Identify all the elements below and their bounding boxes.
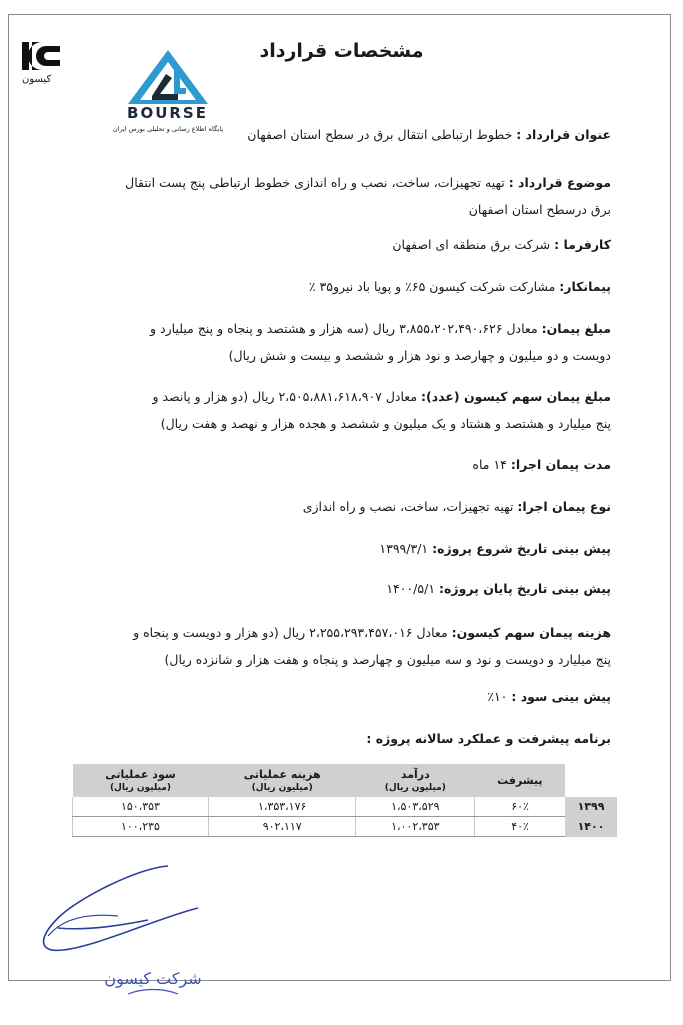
table-header-cost bbox=[208, 764, 356, 797]
profit-value: ۱۰٪ bbox=[487, 689, 508, 704]
header-revenue-unit: (میلیون ریال) bbox=[384, 783, 446, 793]
row-progress: ۶۰٪ bbox=[475, 797, 565, 817]
amount-line bbox=[71, 316, 611, 342]
header-profit-label: سود عملیاتی bbox=[105, 768, 176, 781]
row-profit: ۱۰۰،۲۳۵ bbox=[73, 817, 209, 837]
contractor-label: پیمانکار: bbox=[559, 279, 611, 294]
contractor-value: مشارکت شرکت کیسون ۶۵٪ و پویا باد نیرو۳۵ ٪ bbox=[308, 279, 556, 294]
contract-title-value: خطوط ارتباطی انتقال برق در سطح استان اصفهان bbox=[247, 127, 513, 142]
contract-title-label: عنوان قرارداد : bbox=[516, 127, 611, 142]
subject-label: موضوع قرارداد : bbox=[508, 175, 611, 190]
header-revenue-label: درآمد bbox=[400, 768, 430, 781]
performance-table bbox=[72, 764, 617, 837]
amount-label: مبلغ پیمان: bbox=[541, 321, 611, 336]
cost-line bbox=[71, 620, 611, 646]
share-value-2: پنج میلیارد و هشتصد و هشتاد و یک میلیون و ششصد و هجده هزار و نهصد و هفت ریال) bbox=[160, 416, 611, 431]
subject-value-2: برق درسطح استان اصفهان bbox=[468, 202, 611, 217]
header-profit-unit: (میلیون ریال) bbox=[109, 783, 171, 793]
type-line bbox=[71, 494, 611, 520]
bourse-logo-word: BOURSE bbox=[127, 104, 208, 122]
end-label: پیش بینی تاریخ پایان پروژه: bbox=[439, 581, 611, 596]
table-header-profit bbox=[73, 764, 209, 797]
header-cost-unit: (میلیون ریال) bbox=[251, 783, 313, 793]
cost-value-2: پنج میلیارد و دویست و نود و سه میلیون و چهارصد و پنجاه و هفت هزار و شانزده ریال) bbox=[164, 652, 611, 667]
subject-value-1: تهیه تجهیزات، ساخت، نصب و راه اندازی خطوط ارتباطی پنج پست انتقال bbox=[125, 175, 505, 190]
end-value: ۱۴۰۰/۵/۱ bbox=[386, 581, 436, 596]
employer-line bbox=[71, 232, 611, 258]
row-revenue: ۱،۰۰۲،۳۵۳ bbox=[356, 817, 475, 837]
row-cost: ۱،۳۵۳،۱۷۶ bbox=[208, 797, 356, 817]
row-year: ۱۳۹۹ bbox=[565, 797, 617, 817]
start-label: پیش بینی تاریخ شروع پروژه: bbox=[432, 541, 611, 556]
row-progress: ۴۰٪ bbox=[475, 817, 565, 837]
profit-line bbox=[71, 684, 611, 710]
type-label: نوع پیمان اجرا: bbox=[517, 499, 611, 514]
row-year: ۱۴۰۰ bbox=[565, 817, 617, 837]
amount-value-1: معادل ۳،۸۵۵،۲۰۲،۴۹۰،۶۲۶ ریال (سه هزار و هشتصد و پنجاه و پنج میلیارد و bbox=[150, 321, 538, 336]
cost-value-1: معادل ۲،۲۵۵،۲۹۳،۴۵۷،۰۱۶ ریال (دو هزار و دویست و پنجاه و bbox=[133, 625, 448, 640]
table-row bbox=[73, 817, 618, 837]
amount-value-2: دویست و دو میلیون و چهارصد و نود هزار و ششصد و بیست و شش ریال) bbox=[228, 348, 611, 363]
table-row bbox=[73, 797, 618, 817]
header-progress-label: پیشرفت bbox=[497, 774, 543, 787]
kc-logo-text: کیسون bbox=[22, 74, 52, 85]
table-header-revenue bbox=[356, 764, 475, 797]
type-value: تهیه تجهیزات، ساخت، نصب و راه اندازی bbox=[302, 499, 514, 514]
bourse-logo-tagline: پایگاه اطلاع رسانی و تحلیلی بورس ایران bbox=[112, 125, 224, 133]
program-label: برنامه پیشرفت و عملکرد سالانه پروژه : bbox=[366, 731, 611, 746]
row-profit: ۱۵۰،۳۵۳ bbox=[73, 797, 209, 817]
contractor-line bbox=[71, 274, 611, 300]
row-cost: ۹۰۲،۱۱۷ bbox=[208, 817, 356, 837]
page-title: مشخصات قرارداد bbox=[259, 40, 424, 62]
signature-icon bbox=[18, 858, 218, 958]
share-label: مبلغ پیمان سهم کیسون (عدد): bbox=[421, 389, 611, 404]
cost-label: هزینه پیمان سهم کیسون: bbox=[451, 625, 611, 640]
company-stamp-icon bbox=[104, 950, 202, 1010]
table-header-blank bbox=[565, 764, 617, 797]
duration-label: مدت پیمان اجرا: bbox=[510, 457, 611, 472]
duration-value: ۱۴ ماه bbox=[472, 457, 507, 472]
duration-line bbox=[71, 452, 611, 478]
stamp-text: شرکت کیسون bbox=[104, 969, 202, 988]
subject-line bbox=[71, 170, 611, 196]
employer-label: کارفرما : bbox=[554, 237, 611, 252]
start-value: ۱۳۹۹/۳/۱ bbox=[379, 541, 429, 556]
profit-label: پیش بینی سود : bbox=[511, 689, 611, 704]
end-line bbox=[71, 576, 611, 602]
share-value-1: معادل ۲،۵۰۵،۸۸۱،۶۱۸،۹۰۷ ریال (دو هزار و پانصد و bbox=[152, 389, 418, 404]
program-line bbox=[71, 726, 611, 752]
start-line bbox=[71, 536, 611, 562]
header-cost-label: هزینه عملیاتی bbox=[243, 768, 321, 781]
employer-value: شرکت برق منطقه ای اصفهان bbox=[392, 237, 551, 252]
table-header-row bbox=[73, 764, 618, 797]
share-line bbox=[71, 384, 611, 410]
row-revenue: ۱،۵۰۳،۵۲۹ bbox=[356, 797, 475, 817]
table-header-progress bbox=[475, 764, 565, 797]
contract-title-line bbox=[71, 122, 611, 148]
